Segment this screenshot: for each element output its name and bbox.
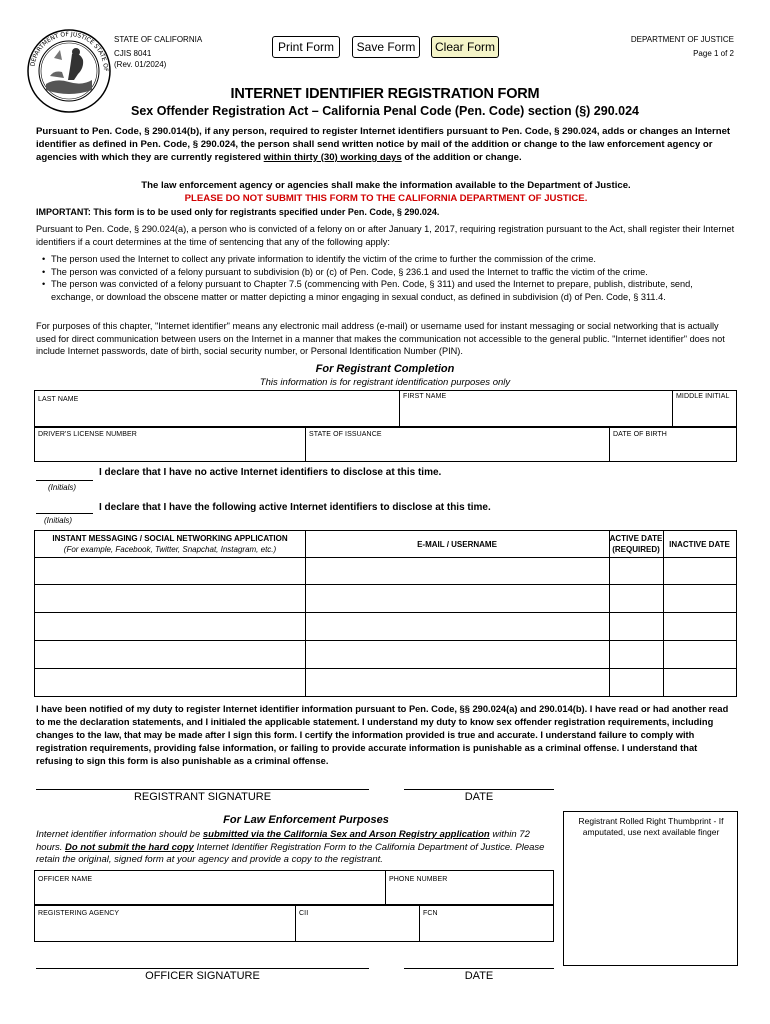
phone-number-input[interactable] <box>387 886 551 904</box>
declaration-has-identifiers: I declare that I have the following active Internet identifiers to disclose at this time. <box>99 502 491 513</box>
registrant-signature-label: REGISTRANT SIGNATURE <box>133 791 272 803</box>
registering-agency-input[interactable] <box>37 920 293 940</box>
intro-dept-note: The law enforcement agency or agencies shall make the information available to the Department of Justice. <box>141 180 631 191</box>
statute-paragraph: Pursuant to Pen. Code, § 290.024(a), a person who is convicted of a felony on or after January 1, 2017, requiring registration pursuant to the Act, shall register their Internet identifiers if a court determines at the time of sentencing that any of the following apply: <box>36 224 735 247</box>
do-not-submit-warning: PLEASE DO NOT SUBMIT THIS FORM TO THE CALIFORNIA DEPARTMENT OF JUSTICE. <box>184 193 588 204</box>
middle-initial-label: MIDDLE INITIAL <box>676 393 730 400</box>
fcn-input[interactable] <box>421 920 551 940</box>
col-application-header: INSTANT MESSAGING / SOCIAL NETWORKING APPLICATION <box>52 534 288 543</box>
form-subtitle: Sex Offender Registration Act – California Penal Code (Pen. Code) section (§) 290.024 <box>130 104 639 118</box>
declaration-no-identifiers: I declare that I have no active Internet identifiers to disclose at this time. <box>99 467 442 478</box>
list-item: • The person used the Internet to collect any private information to identify the victim of the crime to further the commission of the crime. <box>42 254 596 264</box>
list-item: • The person was convicted of a felony pursuant to Chapter 7.5 (commencing with Pen. Code, § 311) and used the Internet to prepare, publish, distribute, send, exchange, or download the obscene matter or matter depicting a minor engaging in sexual conduct, as defined in subdivision (d) of Pen. Code, § 311.4. <box>42 279 693 302</box>
table-row[interactable] <box>35 585 736 612</box>
registrant-signature-input[interactable] <box>36 789 369 790</box>
table-row[interactable] <box>35 613 736 640</box>
officer-name-label: OFFICER NAME <box>38 876 93 883</box>
col-inactive-date-header: INACTIVE DATE <box>669 540 730 549</box>
date-of-birth-input[interactable] <box>611 441 734 459</box>
registrant-date-label: DATE <box>464 791 494 803</box>
initials-has-identifiers-input[interactable] <box>36 513 93 514</box>
law-enforcement-heading: For Law Enforcement Purposes <box>223 814 389 826</box>
first-name-label: FIRST NAME <box>403 393 447 400</box>
clear-form-button[interactable]: Clear Form <box>431 36 499 58</box>
license-box <box>34 426 737 462</box>
table-row[interactable] <box>35 669 736 696</box>
definition-paragraph: For purposes of this chapter, "Internet identifier" means any electronic mail address (e-mail) or username used for instant messaging or social networking that is actually used for direct communication between users on the Internet in a manner that makes the communication not accessible to the general public. "Internet identifier" does not include Internet passwords, date of birth, social security number, or Personal Identification Number (PIN). <box>36 321 725 356</box>
state-of-issuance-input[interactable] <box>307 441 607 459</box>
drivers-license-label: DRIVER'S LICENSE NUMBER <box>38 431 137 438</box>
revision: (Rev. 01/2024) <box>114 60 167 69</box>
department-label: DEPARTMENT OF JUSTICE <box>630 35 734 44</box>
law-enforcement-instructions: Internet identifier information should be submitted via the California Sex and Arson Registry application within 72 hours. Do not submit the hard copy Internet Identifier Registration Form to the California Department of Justice. Please retain the original, signed form at your agency and provide a copy to the registrant. <box>36 829 545 865</box>
initials-label: (Initials) <box>44 516 73 525</box>
first-name-input[interactable] <box>401 405 670 425</box>
col-application-subheader: (For example, Facebook, Twitter, Snapchat, Instagram, etc.) <box>63 545 277 554</box>
middle-initial-input[interactable] <box>674 405 734 425</box>
officer-date-input[interactable] <box>404 968 554 969</box>
table-row[interactable] <box>35 641 736 668</box>
officer-signature-input[interactable] <box>36 968 369 969</box>
col-active-date-required: (REQUIRED) <box>612 545 660 554</box>
registering-agency-label: REGISTERING AGENCY <box>38 910 120 917</box>
cii-input[interactable] <box>297 920 417 940</box>
cii-label: CII <box>299 910 309 917</box>
criteria-list <box>42 253 736 303</box>
form-id: CJIS 8041 <box>114 49 152 58</box>
registrant-heading: For Registrant Completion <box>315 363 455 375</box>
registrant-subheading: This information is for registrant identification purposes only <box>259 377 511 388</box>
officer-signature-label: OFFICER SIGNATURE <box>145 970 260 982</box>
thumbprint-box <box>563 811 738 966</box>
print-form-button[interactable]: Print Form <box>272 36 340 58</box>
col-email-header: E-MAIL / USERNAME <box>417 540 497 549</box>
form-title: INTERNET IDENTIFIER REGISTRATION FORM <box>230 86 540 102</box>
important-note: IMPORTANT: This form is to be used only for registrants specified under Pen. Code, § 290.024. <box>36 207 440 217</box>
acknowledgement-paragraph: I have been notified of my duty to register Internet identifier information pursuant to Pen. Code, §§ 290.024(a) and 290.014(b). I have read or had another read to me the declaration statements, and I initialed the applicable statement. I understand my duty to know sex offender registration requirements, including changes to the law, that may be made after I sign this form. I certify the information provided is true and accurate. I understand failure to comply with registration requirements, providing false information, or failing to provide accurate information is punishable as a criminal offense. I understand that refusing to sign this form is also punishable as a criminal offense. <box>36 704 729 766</box>
state-of-issuance-label: STATE OF ISSUANCE <box>309 431 382 438</box>
fcn-label: FCN <box>423 910 438 917</box>
drivers-license-input[interactable] <box>37 441 303 459</box>
last-name-input[interactable] <box>37 405 397 425</box>
registrant-date-input[interactable] <box>404 789 554 790</box>
officer-name-input[interactable] <box>37 886 383 904</box>
seal-text: DEPARTMENT OF JUSTICE STATE OF <box>29 30 110 72</box>
state-label: STATE OF CALIFORNIA <box>114 35 203 44</box>
officer-date-label: DATE <box>464 970 494 982</box>
initials-no-identifiers-input[interactable] <box>36 480 93 481</box>
col-active-date-header: ACTIVE DATE <box>609 534 663 543</box>
officer-name-box <box>34 870 554 906</box>
date-of-birth-label: DATE OF BIRTH <box>613 431 667 438</box>
thumbprint-label: Registrant Rolled Right Thumbprint - If amputated, use next available finger <box>578 816 724 837</box>
list-item: • The person was convicted of a felony pursuant to subdivision (b) or (c) of Pen. Code, § 236.1 and used the Internet to traffic the victim of the crime. <box>42 266 648 277</box>
identifier-table <box>34 530 737 697</box>
last-name-label: LAST NAME <box>38 396 79 403</box>
page-number: Page 1 of 2 <box>693 49 734 58</box>
phone-number-label: PHONE NUMBER <box>389 876 448 883</box>
name-box <box>34 390 737 428</box>
initials-label: (Initials) <box>48 483 77 492</box>
save-form-button[interactable]: Save Form <box>352 36 420 58</box>
table-row[interactable] <box>35 558 736 584</box>
intro-paragraph: Pursuant to Pen. Code, § 290.014(b), if any person, required to register Internet identifiers pursuant to Pen. Code, § 290.024, adds or changes an Internet identifier as defined in Pen. Code, § 290.024, the person shall send written notice by mail of the addition or change to the law enforcement agency or agencies with which they are currently registered within thirty (30) working days of the addition or change. <box>36 126 731 163</box>
agency-box <box>34 904 554 942</box>
